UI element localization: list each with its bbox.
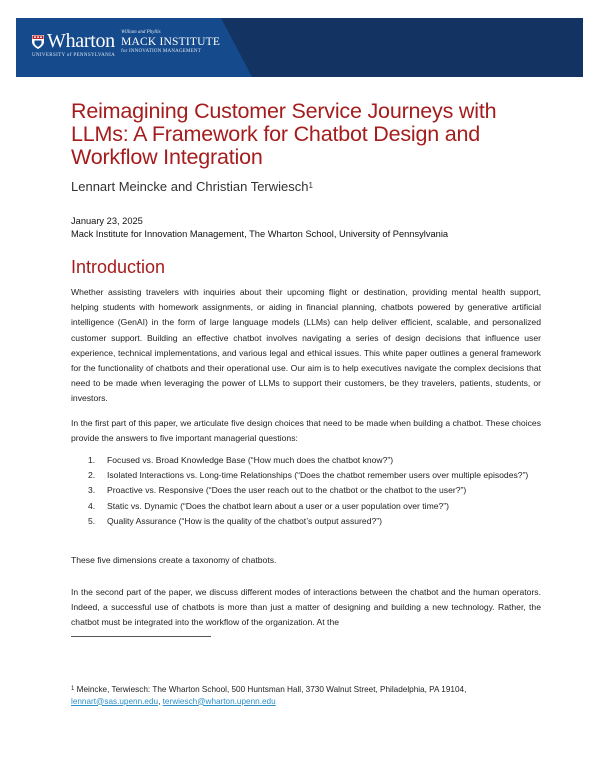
list-number: 3. [88, 485, 96, 496]
list-text: Static vs. Dynamic (“Does the chatbot learn about a user or a user population over time?”) [107, 500, 450, 511]
list-item [88, 499, 541, 514]
university-name: UNIVERSITY of PENNSYLVANIA [32, 53, 116, 58]
list-number: 4. [88, 500, 96, 511]
list-item [88, 514, 541, 529]
list-text: Quality Assurance (“How is the quality of the chatbot’s output assured?”) [107, 515, 382, 526]
list-item [88, 468, 541, 483]
email-link-meincke[interactable]: lennart@sas.upenn.edu [71, 696, 159, 706]
header-banner [16, 18, 583, 77]
list-number: 5. [88, 515, 96, 526]
wharton-wordmark [32, 30, 116, 59]
list-number: 2. [88, 470, 96, 481]
list-number: 1. [88, 455, 96, 465]
intro-paragraph-3: These five dimensions create a taxonomy of chatbots. [71, 555, 277, 565]
section-heading-introduction: Introduction [71, 257, 166, 277]
authors-line [71, 179, 313, 195]
wharton-name: Wharton [47, 30, 115, 52]
penn-shield-icon [32, 35, 44, 49]
wharton-mack-logo [32, 31, 220, 59]
list-item [88, 483, 541, 498]
footnote-divider [71, 636, 211, 637]
footnote-mark: 1 [71, 686, 75, 692]
list-item [88, 453, 541, 468]
intro-paragraph-2: In the first part of this paper, we articulate five design choices that need to be made when building a chatbot. These choices provide the answers to five important managerial questions: [71, 418, 541, 444]
footnote-text: Meincke, Terwiesch: The Wharton School, 500 Huntsman Hall, 3730 Walnut Street, Philadelphia, PA 19104, [76, 685, 467, 694]
list-text: Isolated Interactions vs. Long-time Relationships (“Does the chatbot remember users over multiple episodes?”) [107, 470, 529, 481]
design-choices-list [88, 453, 541, 529]
intro-paragraph-4: In the second part of the paper, we discuss different modes of interactions between the chatbot and the human operators. Indeed, a successful use of chatbots is more than just a matter of designing and building a new technology. Rather, the chatbot must be integrated into the workflow of the organization. At the [71, 587, 541, 628]
mack-subtitle: for INNOVATION MANAGEMENT [121, 49, 201, 54]
author-footnote-mark: 1 [308, 181, 313, 190]
list-text: Focused vs. Broad Knowledge Base (“How much does the chatbot know?”) [107, 455, 394, 465]
paper-title: Reimagining Customer Service Journeys with LLMs: A Framework for Chatbot Design and Workflow Integration [71, 99, 497, 169]
footnote [71, 684, 541, 707]
email-separator: , [158, 696, 163, 706]
affiliation: Mack Institute for Innovation Management, The Wharton School, University of Pennsylvania [71, 229, 449, 239]
mack-institute-wordmark [121, 30, 220, 55]
mack-name: MACK INSTITUTE [121, 36, 221, 48]
email-link-terwiesch[interactable]: terwiesch@wharton.upenn.edu [162, 696, 276, 706]
authors-names: Lennart Meincke and Christian Terwiesch [71, 179, 309, 194]
intro-paragraph-1: Whether assisting travelers with inquiries about their upcoming flight or destination, providing mental health support, helping students with homework assignments, or aiding in financial planning, chatbots powered by generative artificial intelligence (GenAI) in the form of large language models (LLMs) can help deliver efficient, scalable, and personalized customer support. Building an effective chatbot involves navigating a series of design decisions that influence user experience, technical implementations, and various legal and ethical issues. This white paper outlines a general framework for the functionality of chatbots and their operational use. Our aim is to help executives navigate the complex decisions that need to be made when leveraging the power of LLMs to support their customers, be they travelers, patients, students, or investors. [71, 287, 541, 404]
list-text: Proactive vs. Responsive (“Does the user reach out to the chatbot or the chatbot to the user?”) [107, 485, 467, 496]
publication-date: January 23, 2025 [71, 216, 143, 226]
mack-prefix: William and Phyllis [121, 30, 161, 35]
